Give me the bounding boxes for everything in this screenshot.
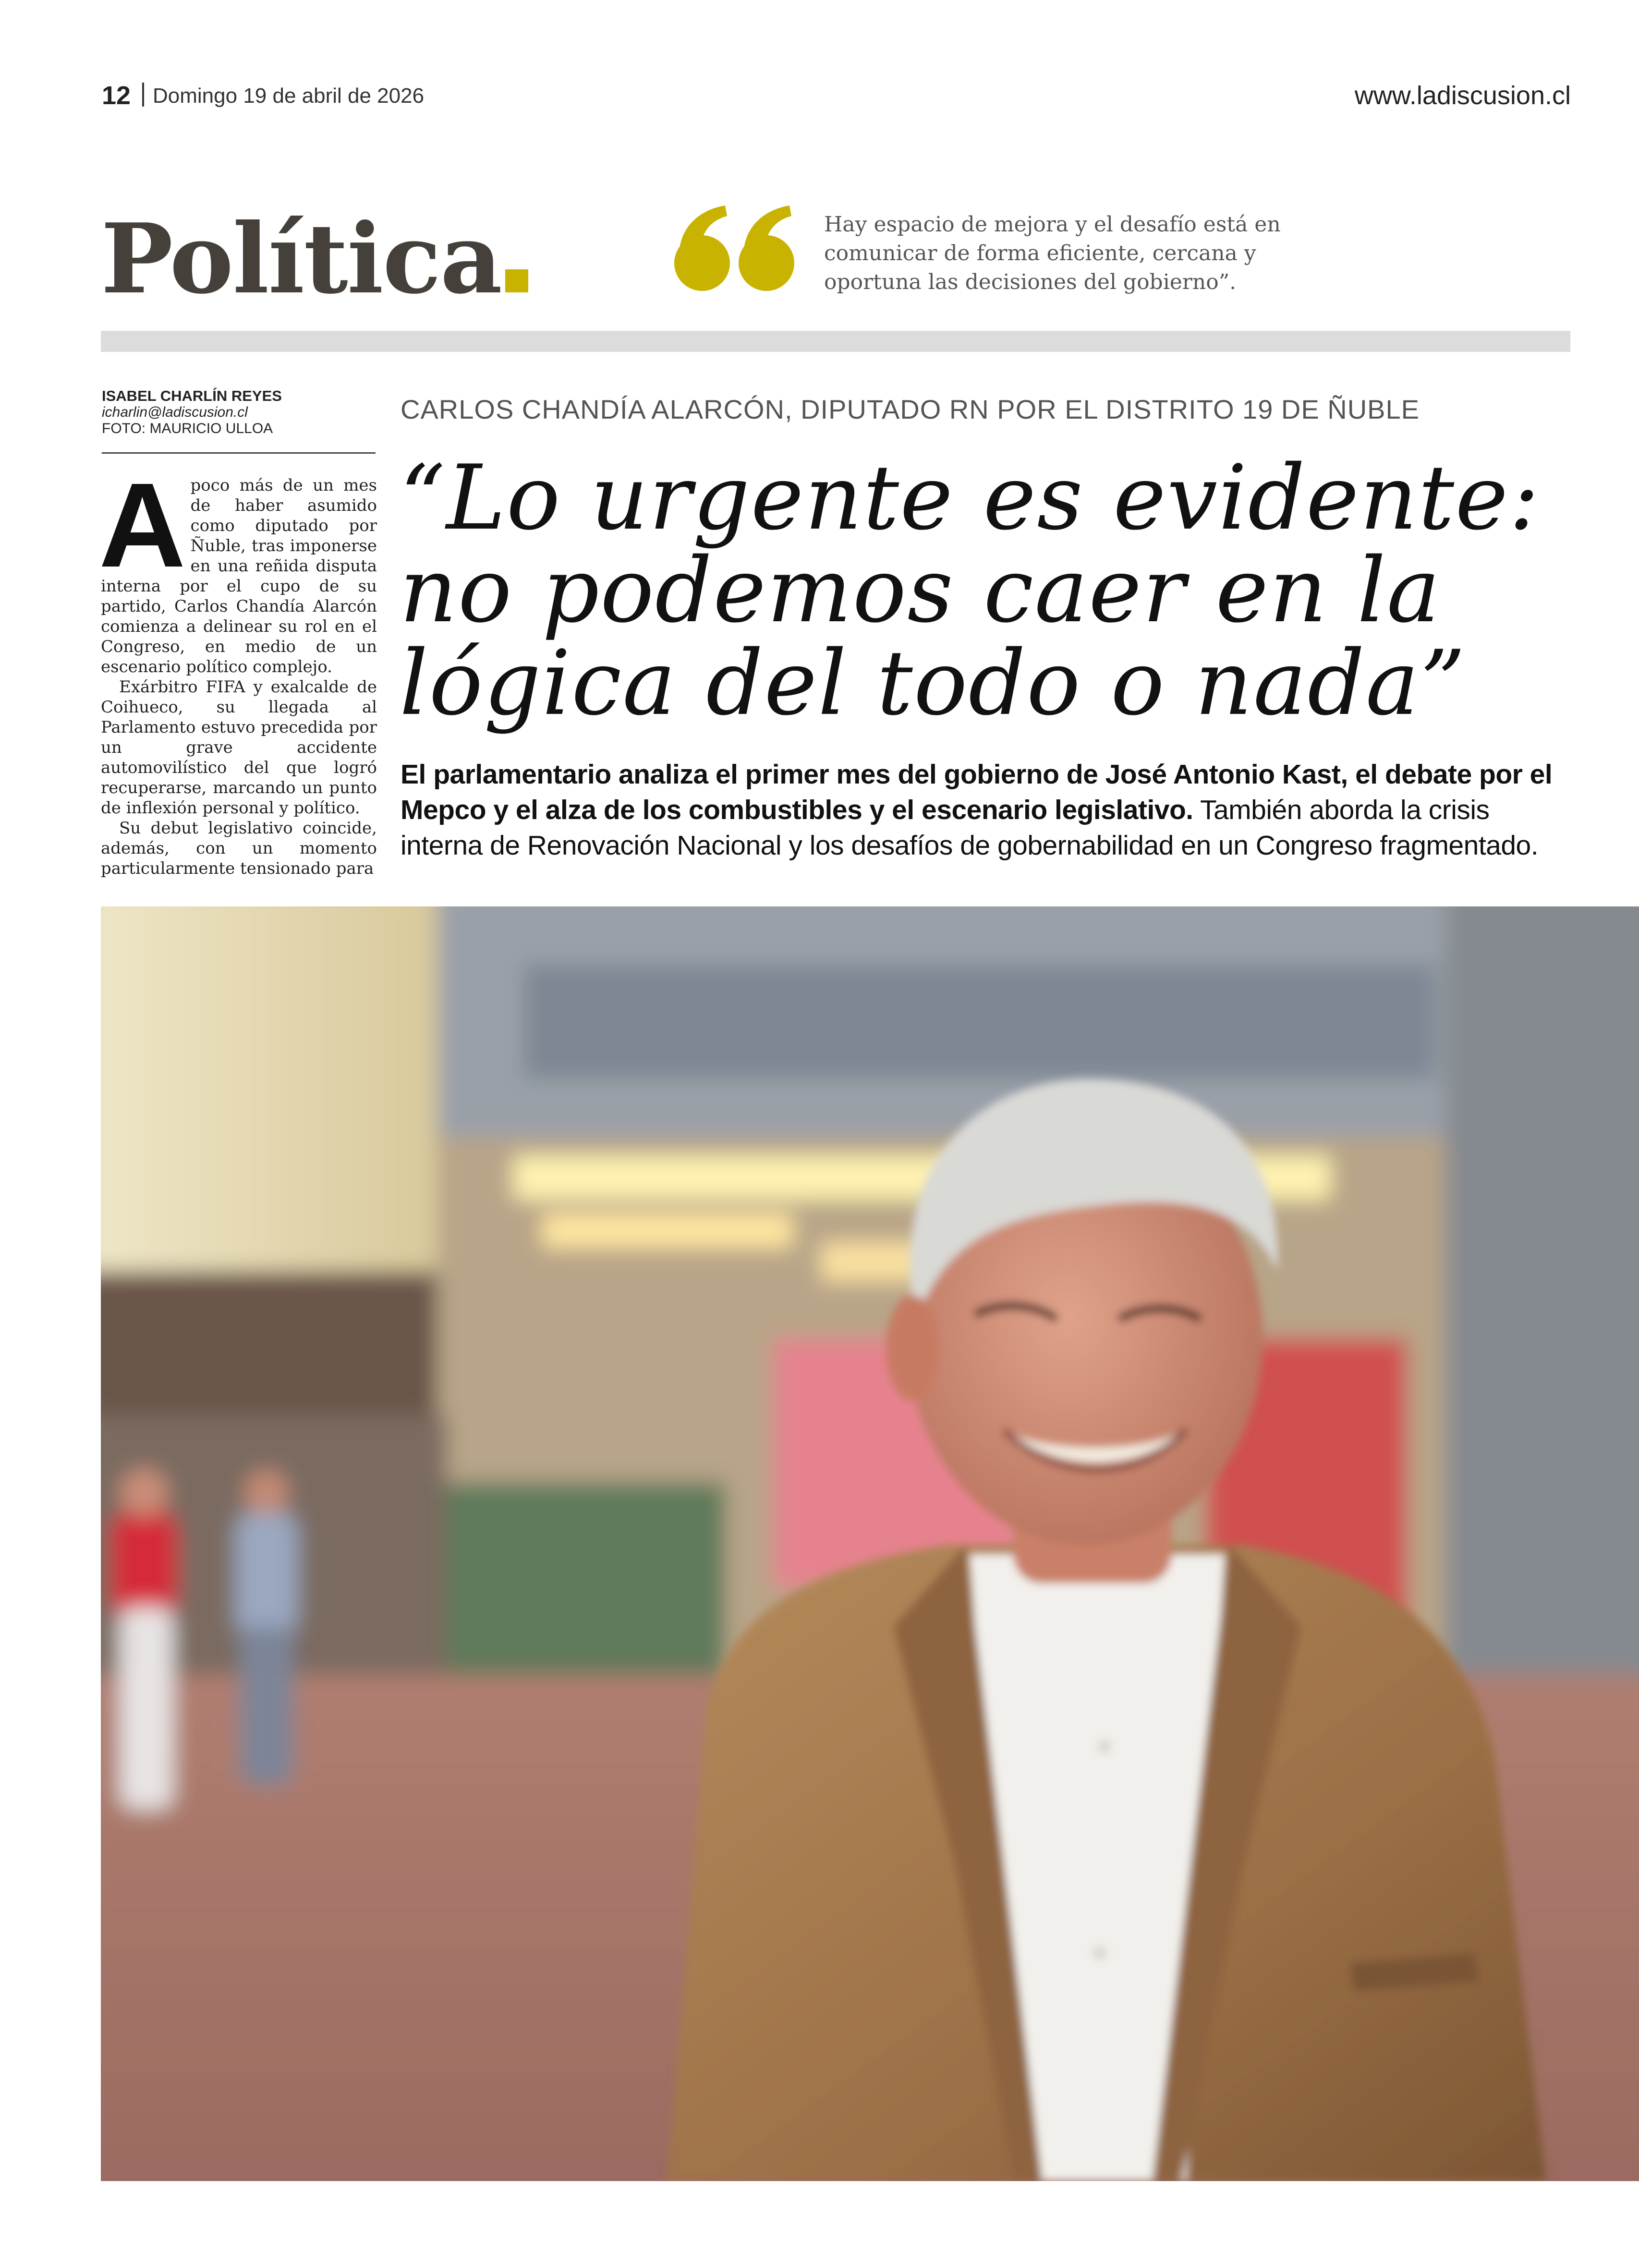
page-number: 12 [102, 81, 131, 110]
byline-email: icharlin@ladiscusion.cl [102, 404, 248, 420]
section-divider [101, 331, 1570, 352]
article-body-column [99, 458, 377, 879]
article-kicker: CARLOS CHANDÍA ALARCÓN, DIPUTADO RN POR EL DISTRITO 19 DE ÑUBLE [401, 394, 1420, 424]
photo-credit: FOTO: MAURICIO ULLOA [102, 421, 273, 436]
byline-divider [102, 452, 376, 454]
article-subtitle [401, 757, 1572, 863]
section-title-text: Política [101, 203, 502, 315]
header-separator [142, 83, 144, 107]
pull-quote-text: Hay espacio de mejora y el desafío está en comunicar de forma eficiente, cercana y oportuna las decisiones del gobierno”. [824, 212, 1281, 294]
byline [102, 388, 380, 437]
byline-author: ISABEL CHARLÍN REYES [102, 387, 282, 404]
subtitle-bold: El parlamentario analiza el primer mes del gobierno de José Antonio Kast, el debate por el Mepco y el alza de los combustibles y el escenario legislativo. [401, 759, 1553, 825]
subtitle-regular: También aborda la crisis interna de Renovación Nacional y los desafíos de gobernabilidad en un Congreso fragmentado. [401, 795, 1539, 861]
website-url: www.ladiscusion.cl [1354, 81, 1571, 110]
body-paragraph: poco más de un mes de haber asumido como diputado por Ñuble, tras imponerse en una reñida disputa interna por el cupo de su partido, Carlos Chandía Alarcón comienza a delinear su rol en el Congreso, en medio de un escenario político complejo. [101, 476, 377, 676]
drop-cap: A [99, 458, 186, 592]
body-paragraph: Exárbitro FIFA y exalcalde de Coihueco, su llegada al Parlamento estuvo precedida por un grave accidente automovilístico del que logró recuperarse, marcando un punto de inflexión personal y político. [101, 677, 377, 818]
article-headline: “Lo urgente es evidente: no podemos caer en la lógica del todo o nada” [400, 446, 1540, 735]
article-photo [101, 906, 1639, 2181]
section-dot [505, 269, 528, 292]
quote-mark-icon [672, 202, 807, 293]
issue-date: Domingo 19 de abril de 2026 [153, 84, 425, 108]
body-paragraph: Su debut legislativo coincide, además, con un momento particularmente tensionado para [101, 819, 377, 878]
section-title [101, 203, 528, 315]
